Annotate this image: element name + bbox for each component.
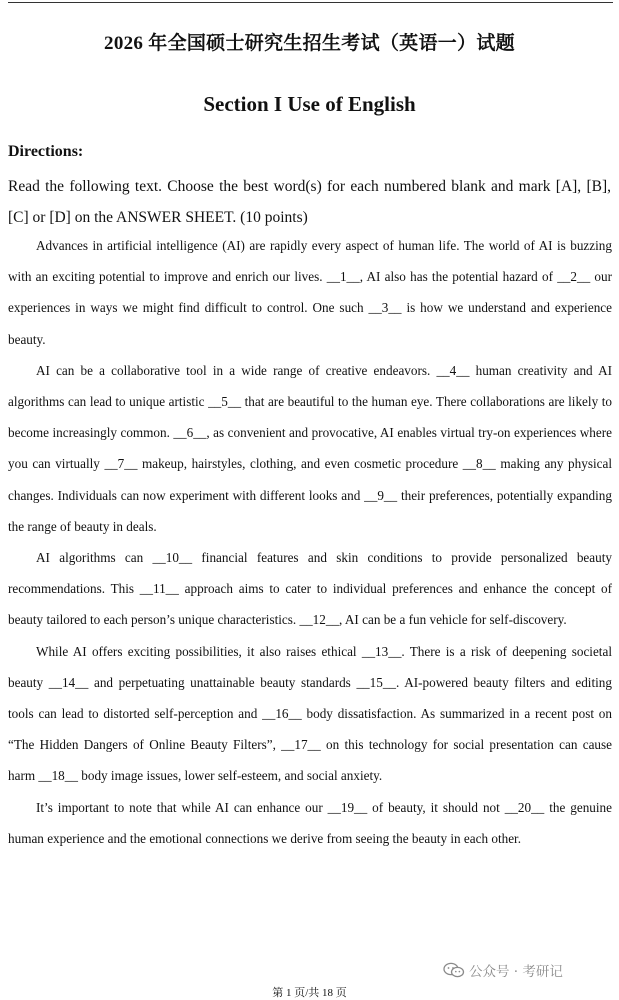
directions-text: Read the following text. Choose the best word(s) for each numbered blank and mark [A], [B], [C] or [D] on the ANSWER SHEET. (10 points) xyxy=(8,178,611,226)
watermark xyxy=(443,960,563,980)
wechat-icon xyxy=(443,962,465,978)
reading-passage xyxy=(8,230,612,854)
page-number: 第 1 页/共 18 页 xyxy=(272,987,347,999)
passage-paragraph: AI algorithms can __10__ financial features and skin conditions to provide personalized beauty recommendations. This __11__ approach aims to cater to individual preferences and enhance the concept of beauty tailored to each person’s unique characteristics. __12__, AI can be a fun vehicle for self-discovery. xyxy=(8,550,612,628)
section-heading: Section I Use of English xyxy=(203,92,416,116)
passage-paragraph: AI can be a collaborative tool in a wide range of creative endeavors. __4__ human creativity and AI algorithms can lead to unique artistic __5__ that are beautiful to the human eye. There collaborations are likely to become increasingly common. __6__, as convenient and provocative, AI enables virtual try-on experiences where you can virtually __7__ makeup, hairstyles, clothing, and even cosmetic procedure __8__ making any physical changes. Individuals can now experiment with different looks and __9__ their preferences, potentially expanding the range of beauty in deals. xyxy=(8,362,612,534)
passage-paragraph: Advances in artificial intelligence (AI) are rapidly every aspect of human life. The world of AI is buzzing with an exciting potential to improve and enrich our lives. __1__, AI also has the potential hazard of __2__ our experiences in ways we might find difficult to control. One such __3__ is how we understand and experience beauty. xyxy=(8,238,612,347)
top-rule xyxy=(8,2,613,3)
directions-heading: Directions: xyxy=(8,143,84,160)
watermark-text: 公众号 · 考研记 xyxy=(469,964,563,980)
passage-paragraph: It’s important to note that while AI can enhance our __19__ of beauty, it should not __20__ the genuine human experience and the emotional connections we derive from seeing the beauty in each other. xyxy=(8,799,612,846)
passage-paragraph: While AI offers exciting possibilities, it also raises ethical __13__. There is a risk of deepening societal beauty __14__ and perpetuating unattainable beauty standards __15__. AI-powered beauty filters and editing tools can lead to distorted self-perception and __16__ body dissatisfaction. As summarized in a recent post on “The Hidden Dangers of Online Beauty Filters”, __17__ on this technology for social presentation can cause harm __18__ body image issues, lower self-esteem, and social anxiety. xyxy=(8,643,612,784)
exam-title: 2026 年全国硕士研究生招生考试（英语一）试题 xyxy=(104,33,515,54)
